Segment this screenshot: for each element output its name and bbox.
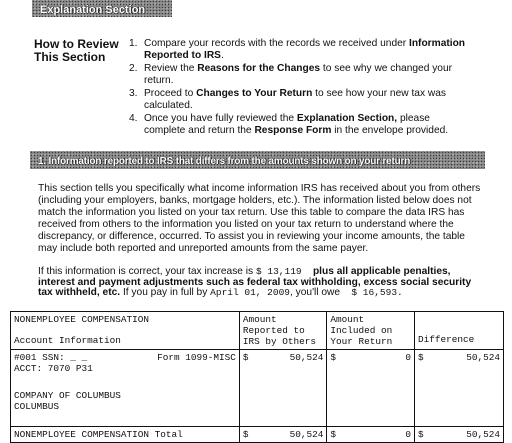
difference-amount-cell: $ 50,524 bbox=[415, 350, 504, 427]
account-info-cell: #001 SSN: _ _ Form 1099-MISC ACCT: 7070 P31 COMPANY OF COLUMBUS COLUMBUS bbox=[11, 350, 240, 427]
income-comparison-table bbox=[10, 311, 504, 443]
step-item: 4. Once you have fully reviewed the Explanation Section, please complete and return the Response Form in the envelope provided. bbox=[129, 113, 449, 136]
review-steps bbox=[129, 38, 469, 138]
total-reported: $ 50,524 bbox=[239, 427, 327, 443]
how-to-title-line2: This Section bbox=[34, 50, 106, 64]
difference-header: Difference bbox=[415, 312, 504, 350]
table-header-row bbox=[11, 312, 504, 350]
section-description: This section tells you specifically what income information IRS has received about you from others (including your employers, banks, mortgage holders, etc.). The information listed below does not match the information you listed on your tax return. Use this table to compare the data IRS has received from others to the information you listed on your tax return to understand where the discrepancy, or difference, occurred. To assist you in reviewing your income amounts, the table may include both reported and unreported amounts from the same payer. bbox=[38, 183, 481, 254]
section-banner bbox=[32, 0, 172, 17]
total-label: NONEMPLOYEE COMPENSATION Total bbox=[11, 427, 240, 443]
how-to-title-line1: How to Review bbox=[34, 37, 119, 51]
amount-owed: $ 16,593. bbox=[351, 287, 403, 298]
banner-subtitle: 1. Information reported to IRS that differs from the amounts shown on your return bbox=[38, 156, 411, 167]
total-included: $ 0 bbox=[327, 427, 415, 443]
banner-title: Explanation Section bbox=[40, 4, 146, 16]
reported-amount-cell: $ 50,524 bbox=[239, 350, 327, 427]
table-total-row bbox=[11, 427, 504, 443]
step-item: 2. Review the Reasons for the Changes to see why we changed your return. bbox=[129, 63, 453, 86]
account-info-header: NONEMPLOYEE COMPENSATION Account Information bbox=[11, 312, 240, 350]
reported-header: Amount Reported to IRS by Others bbox=[239, 312, 327, 350]
how-to-title bbox=[34, 38, 119, 64]
pay-by-date: April 01, 2009 bbox=[210, 287, 290, 298]
table-row bbox=[11, 350, 504, 427]
info-reported-banner bbox=[30, 151, 485, 169]
included-header: Amount Included on Your Return bbox=[327, 312, 415, 350]
included-amount-cell: $ 0 bbox=[327, 350, 415, 427]
step-item: 3. Proceed to Changes to Your Return to see how your new tax was calculated. bbox=[129, 88, 446, 111]
step-item: 1. Compare your records with the records we received under Information Reported to IRS. bbox=[129, 38, 466, 61]
total-difference: $ 50,524 bbox=[415, 427, 504, 443]
tax-increase-notice: If this information is correct, your tax increase is $ 13,119 plus all applicable penalties, interest and payment adjustments such as federal tax withholding, excess social security tax withheld, etc. If you pay in full by April 01, 2009, you'll owe $ 16,593. bbox=[38, 266, 472, 298]
tax-increase-amount: $ 13,119 bbox=[256, 266, 302, 277]
